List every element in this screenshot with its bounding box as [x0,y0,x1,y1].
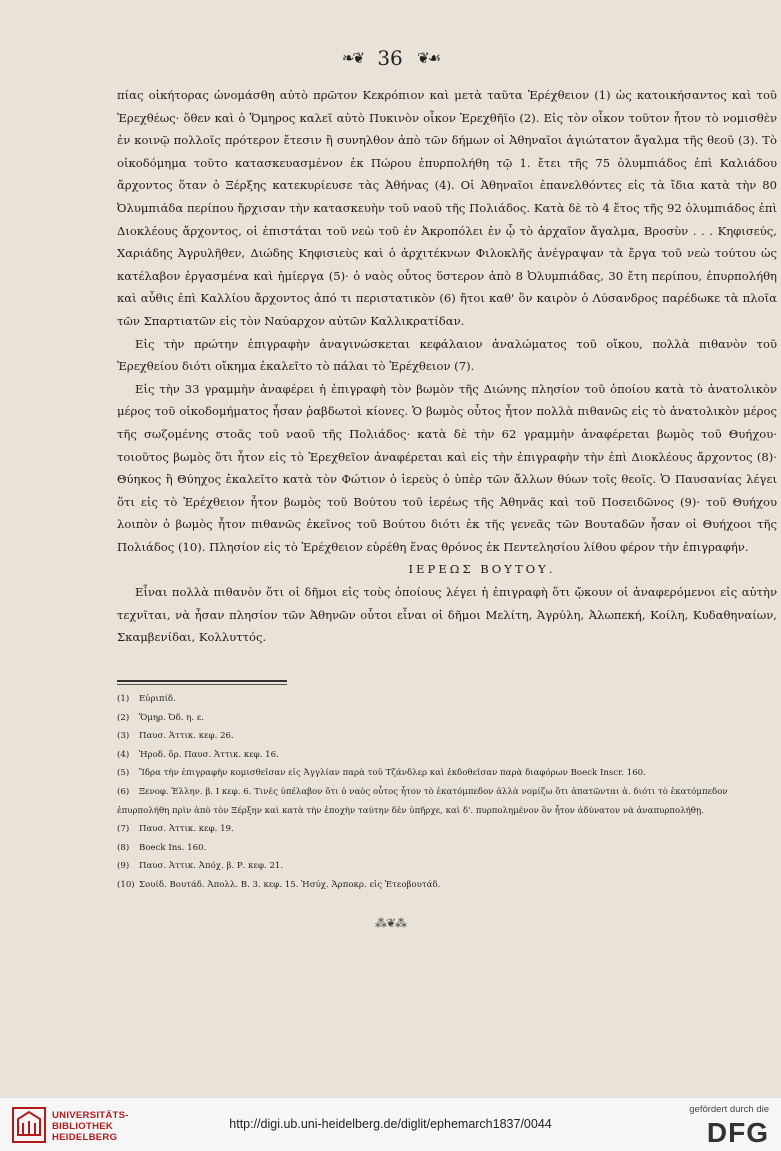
footnotes [117,690,777,895]
paragraph-3: Εἰς τὴν 33 γραμμὴν ἀναφέρει ἡ ἐπιγραφὴ τὸν βωμὸν τῆς Διώνης πλησίον τοῦ ὁποίου κατὰ τὸ ἀνατολικὸν μέρος τοῦ οἰκοδομήματος ἦσαν ῥαβδωτοὶ κίονες. Ὁ βωμὸς οὗτος ἦτον πολλὰ πιθανῶς εἰς τὸ ἀνατολικὸν μέρος τῆς σωζομένης στοᾶς τοῦ ναοῦ τῆς Πολιάδος· κατὰ δὲ τὴν 62 γραμμὴν ἀναφέρεται βωμὸς τοῦ Θυήχου· τοιοῦτος βωμὸς ὅτι ἦτον εἰς τὸ Ἐρεχθεῖον ἀναφέρεται καὶ εἰς τὴν ἐπιγραφὴν τὴν ἐπὶ Διοκλέους ἄρχοντος (8)· Θύηκος ἢ Θύηχος ἐκαλεῖτο κατὰ τὸν Φώτιον ὁ ἱερεὺς ὁ ὑπὲρ τῶν ἄλλων θύων τοῖς θεοῖς. Ὁ Παυσανίας λέγει ὅτι εἰς τὸ Ἐρέχθειον ἦτον βωμὸς τοῦ Βούτου τοῦ ἱερέως τῆς Ἀθηνᾶς καὶ τοῦ Ποσειδῶνος (9)· τοῦ Θυήχου λοιπὸν ὁ βωμὸς ἦτον πιθανῶς ἐκεῖνος τοῦ Βούτου διότι ἐκ τῆς γενεᾶς τῶν Βουταδῶν ἦσαν οἱ Θυήχοοι τῆς Πολιάδος (10). Πλησίον εἰς τὸ Ἐρέχθειον εὑρέθη ἕνας θρόνος ἐκ Πεντελησίου λίθου φέρον τὴν ἐπιγραφήν. [117,381,777,554]
footnote: (8) Boeck Ins. 160. [117,842,207,853]
header-ornament-left: ❧❦ [341,49,363,67]
page-number: 36 [377,46,403,70]
paragraph-2: Εἰς τὴν πρώτην ἐπιγραφὴν ἀναγινώσκεται κεφάλαιον ἀναλώματος τοῦ οἴκου, πολλὰ πιθανὸν τοῦ Ἐρεχθείου διότι οἴκημα ἐκαλεῖτο τὸ πάλαι τὸ Ἐρέχθειον (7). [117,336,777,374]
footnote: (10) Σουίδ. Βουτάδ. Ἀπολλ. Β. 3. κεφ. 15. Ἡσύχ. Ἁρποκρ. εἰς Ἐτεοβουτάδ. [117,879,441,890]
dfg-logo[interactable]: DFG [706,1117,769,1148]
permalink-url[interactable]: http://digi.ub.uni-heidelberg.de/diglit/ephemarch1837/0044 [229,1117,552,1131]
inscription-heading: ΙΕΡΕΩΣ ΒΟΥΤΟΥ. [408,562,556,577]
footnote: (3) Παυσ. Ἀττικ. κεφ. 26. [117,731,234,742]
footnote: (6) Ξενοφ. Ἑλλην. β. Ι κεφ. 6. Τινὲς ὑπέλαβον ὅτι ὁ ναὸς οὗτος ἦτον τὸ ἑκατόμπεδον ἀλλὰ νομίζω ὅτι ἀπατῶνται ἀ. διότι τὸ ἑκατόμπεδον ἐπυρπολήθη πρὶν ἀπὸ τὸν Ξέρξην καὶ κατὰ τὴν ἐποχὴν ταύτην δὲν ὑπῆρχε, καὶ δ'. πυρπολημένον ὃν ἦτον ἀδύνατον νὰ ἀναπυρπολήθῃ. [117,786,728,816]
footnote-rule [117,680,287,682]
footnote: (2) Ὅμηρ. Ὀδ. η. ε. [117,712,205,723]
footnote-rule-thin [117,684,287,685]
footnote: (1) Εὐριπίδ. [117,694,176,704]
footer-ornament: ⁂❦⁂ [374,916,407,930]
funding-caption: gefördert durch die [689,1104,769,1115]
body-text [117,84,777,649]
footnote: (9) Παυσ. Ἀττικ. Ἀπόχ. β. Ρ. κεφ. 21. [117,861,284,872]
footnote: (4) Ἡροδ. ὅρ. Παυσ. Ἀττικ. κεφ. 16. [117,749,279,760]
viewer-footer-bar [0,1097,781,1151]
header-ornament-right: ❦☙ [417,49,440,67]
institution-name: UNIVERSITÄTS- BIBLIOTHEK HEIDELBERG [52,1110,129,1143]
footnote: (5) Ἴδρα τὴν ἐπιγραφὴν κομισθεῖσαν εἰς Ἀγγλίαν παρὰ τοῦ Τζάνδλερ καὶ ἐκδοθεῖσαν παρὰ διαφόρων Boeck Inscr. 160. [117,768,646,779]
closing-paragraph: Εἶναι πολλὰ πιθανὸν ὅτι οἱ δῆμοι εἰς τοὺς ὁποίους λέγει ἡ ἐπιγραφὴ ὅτι ᾤκουν οἱ ἀναφερόμενοι εἰς αὐτὴν τεχνῖται, νὰ ἦσαν πλησίον τῶν Ἀθηνῶν οὗτοι εἶναι οἱ δῆμοι Μελίτη, Ἀγρύλη, Ἀλωπεκή, Κοίλη, Κυδαθηναίων, Σκαμβενίδαι, Κολλυττός. [117,585,777,645]
footnote: (7) Παυσ. Ἀττικ. κεφ. 19. [117,824,234,835]
page-header [0,46,781,70]
paragraph-1: πίας οἰκήτορας ὠνομάσθη αὐτὸ πρῶτον Κεκρόπιον καὶ μετὰ ταῦτα Ἐρέχθειον (1) ὡς κατοικήσαντος καὶ τοῦ Ἐρεχθέως· ὅθεν καὶ ὁ Ὅμηρος καλεῖ αὐτὸ Πυκινὸν οἶκον Ἐρεχθῆϊο (2). Εἰς τὸν οἶκον τοῦτον ἦτον τὸ νομισθὲν ἐν κοινῷ πολλοῖς πρότερον ἔτεσιν ἢ συνηλθον ἀπὸ τῶν δήμων οἱ Ἀθηναῖοι ἁγιώτατον ἄγαλμα τῆς θεοῦ (3). Τὸ οἰκοδόμημα τοῦτο κατασκευασμένον ἐκ Πώρου ἐπυρπολήθη τῷ 1. ἔτει τῆς 75 ὀλυμπιάδος ἐπὶ Καλιάδου ἄρχοντος ὅταν ὁ Ξέρξης κατεκυρίευσε τὰς Ἀθήνας (4). Οἱ Ἀθηναῖοι ἐπανελθόντες εἰς τὰ ἴδια κατὰ τὴν 80 Ὀλυμπιάδα περίπου ἤρχισαν τὴν κατασκευὴν τοῦ ναοῦ τῆς Πολιάδος. Κατὰ δὲ τὸ 4 ἔτος τῆς 92 ὀλυμπιάδος ἐπὶ Διοκλέους ἄρχοντος, οἱ ἐπιστάται τοῦ νεὼ τοῦ ἐν Ἀκροπόλει ἐν ᾧ τὸ ἀρχαῖον ἄγαλμα, Βροσὺν . . . Κηφισεύς, Χαριάδης Ἀγρυλῆθεν, Διώδης Κηφισιεὺς καὶ ὁ ἀρχιτέκνων Φιλοκλῆς ἀνέγραψαν τὰ ἔργα τοῦ νεὼ τούτου ὡς κατέλαβον ἐργασμένα καὶ ἡμίεργα (5)· ὁ ναὸς οὗτος ὕστερον ἀπὸ 8 Ὀλυμπιάδας, 30 ἔτη περίπου, ἐπυρπολήθη καὶ αὖθις ἐπὶ Καλλίου ἄρχοντος ἀπό τι περιστατικὸν (6) ἤτοι καθ' ὃν καιρὸν ὁ Λύσανδρος παρέδωκε τὰ πλοῖα τῶν Σπαρτιατῶν εἰς τὸν Ναύαρχον αὐτῶν Καλλικρατίδαν. [117,88,777,328]
